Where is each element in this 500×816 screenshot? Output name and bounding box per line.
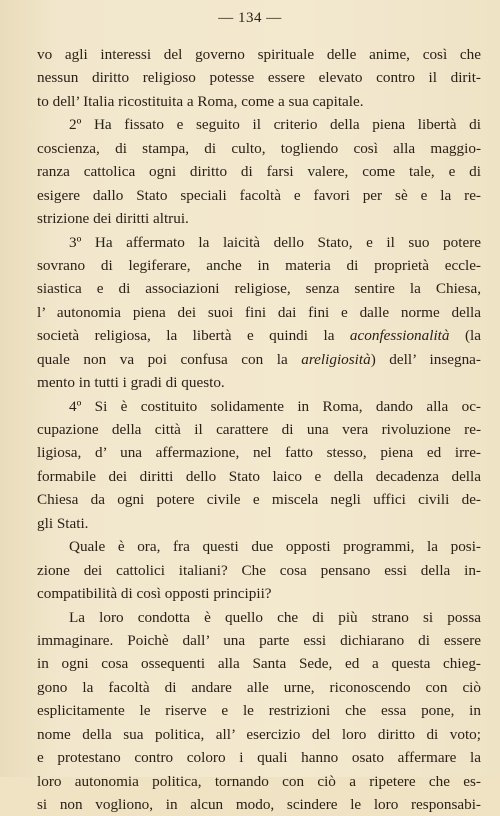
page-number: — 134 — xyxy=(218,10,282,26)
text-line: compatibilità di così opposti principii? xyxy=(37,585,272,603)
text-line: coscienza, di stampa, di culto, togliendo così alla maggio- xyxy=(37,139,481,157)
text-line: loro autonomia politica, tornando con ciò a ripetere che es- xyxy=(37,772,481,790)
text-line: mento in tutti i gradi di questo. xyxy=(37,374,225,392)
text-line: 4º Si è costituito solidamente in Roma, dando alla oc- xyxy=(69,397,481,415)
text-line: sovrano di legiferare, anche in materia di proprietà eccle- xyxy=(37,256,481,274)
text-line: esplicitamente le riserve e le restrizioni che essa pone, in xyxy=(37,702,481,720)
text-line: esigere dallo Stato speciali facoltà e favori per sè e la re- xyxy=(37,186,481,204)
body-text xyxy=(37,43,481,816)
text-line: nome della sua politica, all’ esercizio del loro diritto di voto; xyxy=(37,725,481,743)
text-line: cupazione della città il carattere di una vera rivoluzione re- xyxy=(37,421,481,438)
text-line: in ogni cosa ossequenti alla Santa Sede, ed a questa chieg- xyxy=(37,655,481,673)
text-line: La loro condotta è quello che di più strano si possa xyxy=(69,608,481,626)
text-line: formabile dei diritti dello Stato laico e della decadenza della xyxy=(37,467,481,485)
text-line: vo agli interessi del governo spirituale delle anime, così che xyxy=(37,46,481,63)
text-line: to dell’ Italia ricostituita a Roma, come a sua capitale. xyxy=(37,92,364,110)
text-line: nessun diritto religioso potesse essere elevato contro il dirit- xyxy=(37,69,481,87)
text-line: ranza cattolica ogni diritto di farsi valere, come tale, e di xyxy=(37,163,481,181)
text-line: Chiesa da ogni potere civile e miscela negli uffici civili de- xyxy=(37,491,481,509)
text-line: ligiosa, d’ una affermazione, nel fatto stesso, piena ed irre- xyxy=(37,444,481,462)
text-line: società religiosa, la libertà e quindi la aconfessionalità (la xyxy=(37,327,481,345)
text-line: zione dei cattolici italiani? Che cosa pensano essi della in- xyxy=(37,561,481,579)
text-line: immaginare. Poichè dall’ una parte essi dichiarano di essere xyxy=(37,631,481,649)
text-line: siastica e di associazioni religiose, senza sentire la Chiesa, xyxy=(37,280,481,298)
text-line: Quale è ora, fra questi due opposti programmi, la posi- xyxy=(69,538,481,556)
text-line: si non vogliono, in alcun modo, scindere le loro responsabi- xyxy=(37,796,481,813)
text-line: strizione dei diritti altrui. xyxy=(37,210,189,228)
text-line: 3º Ha affermato la laicità dello Stato, e il suo potere xyxy=(69,233,481,251)
text-line: e protestano contro coloro i quali hanno osato affermare la xyxy=(37,749,481,767)
text-line: l’ autonomia piena dei suoi fini dai fini e dalle norme della xyxy=(37,303,481,321)
text-line: gli Stati. xyxy=(37,514,89,532)
text-line: quale non va poi confusa con la areligiosità) dell’ insegna- xyxy=(37,350,481,368)
text-line: 2º Ha fissato e seguito il criterio della piena libertà di xyxy=(69,116,481,134)
text-line: gono la facoltà di andare alle urne, riconoscendo con ciò xyxy=(37,678,481,696)
